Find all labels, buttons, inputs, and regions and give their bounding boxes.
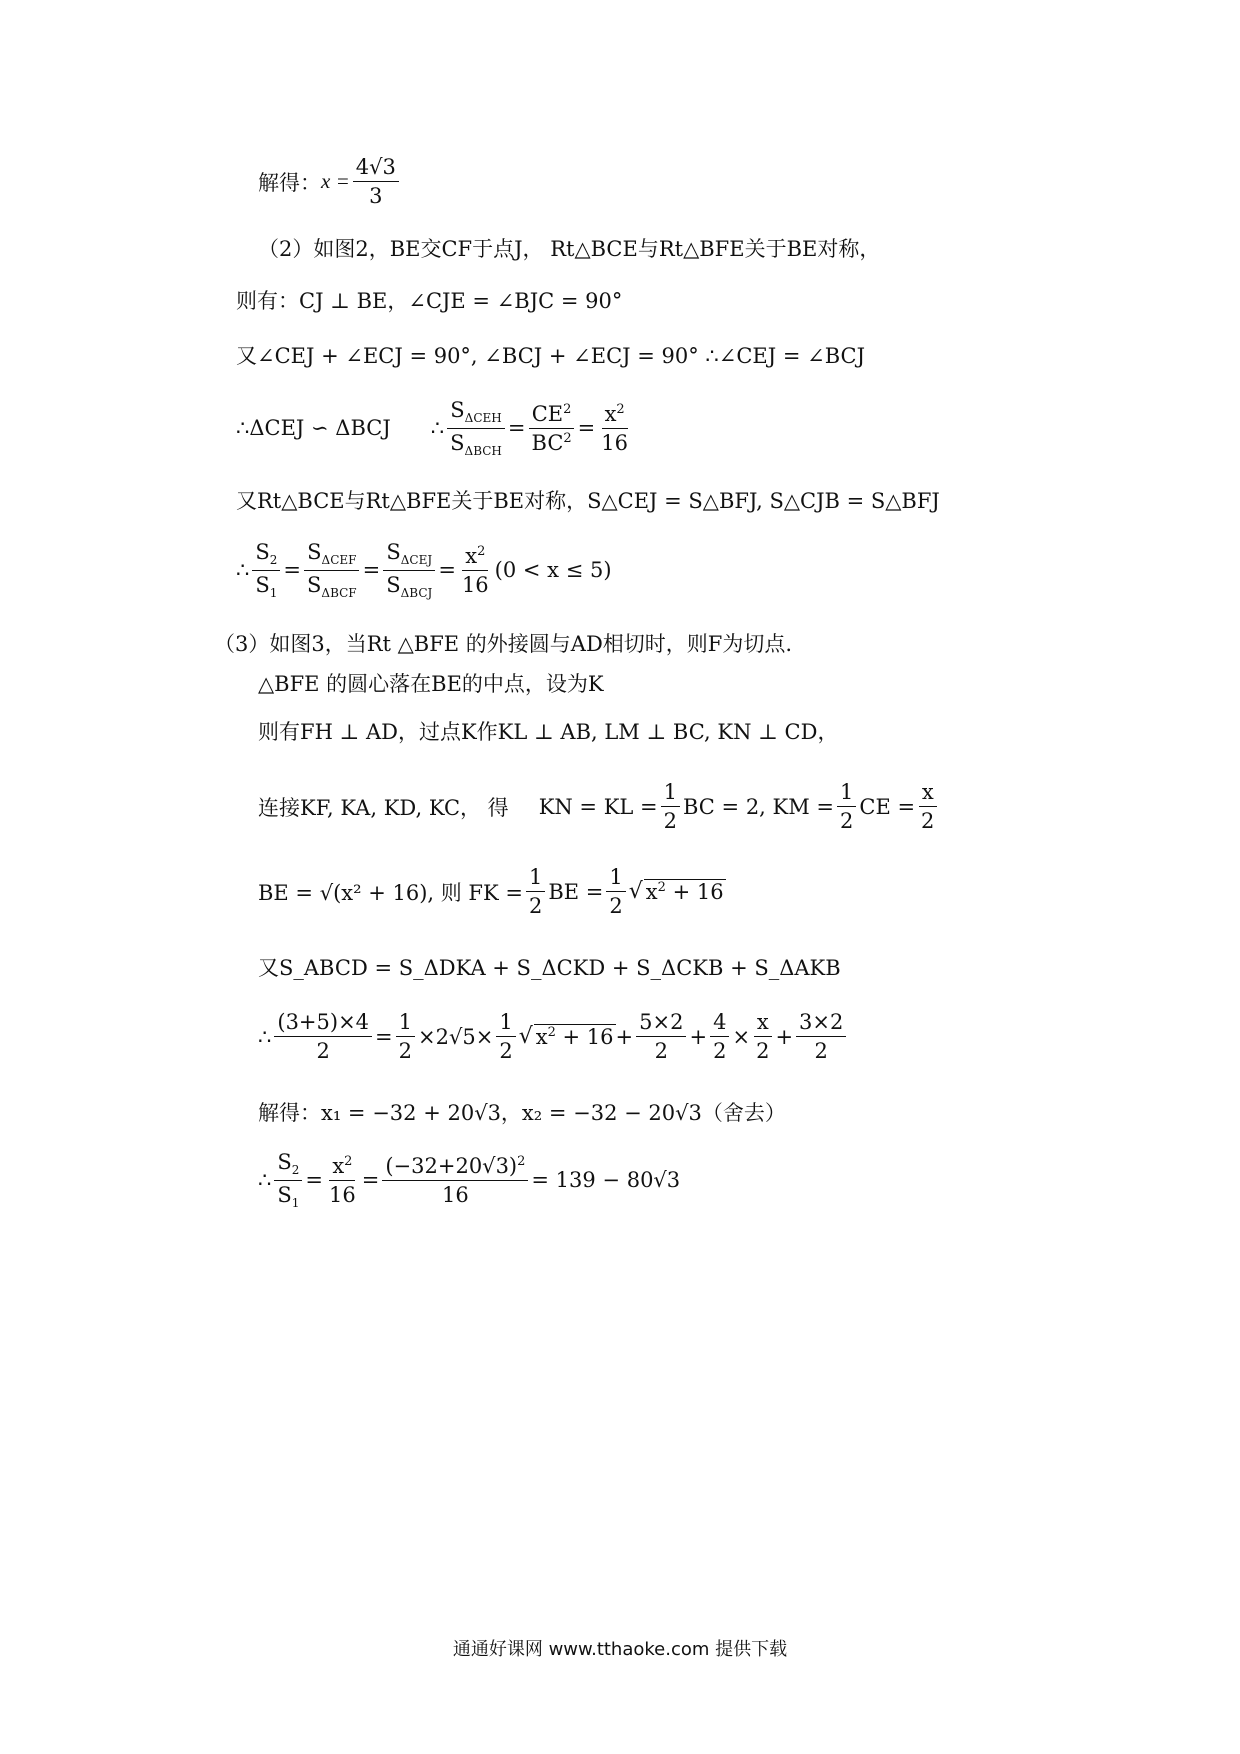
fraction-4root3-over-3: $\frac{4√3}{3}$ <box>353 155 399 208</box>
solution-line-7: ∴ $\frac{S_2}{S_1}$ = $\frac{S_{\Delta CEF}}{S_{\Delta BCF}}$ = $\frac{S_{\Delta CEJ}}{S_{\Delta BCJ}}$ = $\frac{x^2}{16}$ (0 < x ≤ 5) <box>236 540 612 601</box>
domain-condition: (0 < x ≤ 5) <box>494 558 612 583</box>
part3-statement: （3）如图3，当Rt △BFE 的外接圆与AD相切时，则F为切点. <box>214 632 793 656</box>
solution-line-6 <box>236 485 940 515</box>
solution-line-2 <box>258 233 880 263</box>
x-squared-over-16: $\frac{x^2}{16}$ <box>601 401 629 455</box>
therefore-symbol-3: ∴ <box>258 1024 272 1049</box>
part2-statement: （2）如图2，BE交CF于点J， Rt△BCE与Rt△BFE关于BE对称， <box>258 237 881 261</box>
area-sum-statement: 又S_ABCD = S_ΔDKA + S_ΔCKD + S_ΔCKB + S_ΔAKB <box>258 956 841 980</box>
circle-center-statement: △BFE 的圆心落在BE的中点，设为K <box>258 672 604 696</box>
similar-triangles: ∴ΔCEJ ∽ ΔBCJ <box>236 416 391 441</box>
angle-statement: 又∠CEJ + ∠ECJ = 90°, ∠BCJ + ∠ECJ = 90° ∴∠CEJ = ∠BCJ <box>236 344 866 368</box>
solution-line-15 <box>258 1097 786 1127</box>
eq-lhs: x = <box>321 169 350 194</box>
construction-statement: 则有FH ⊥ AD，过点K作KL ⊥ AB, LM ⊥ BC, KN ⊥ CD， <box>258 720 839 744</box>
solution-line-16: ∴ $\frac{S_2}{S_1}$ = $\frac{x^2}{16}$ = $\frac{(-32+20√3)^2}{16}$ = 139 − 80√3 <box>258 1150 681 1211</box>
area-ratio-fraction: $\frac{S_{\Delta CEH}}{S_{\Delta BCH}}$ <box>447 398 505 459</box>
symmetry-area-statement: 又Rt△BCE与Rt△BFE关于BE对称，S△CEJ = S△BFJ, S△CJB = S△BFJ <box>236 489 940 513</box>
connect-statement: 连接KF, KA, KD, KC， 得 <box>258 795 509 820</box>
solve-label: 解得： <box>258 170 321 195</box>
solution-line-9 <box>258 668 604 698</box>
therefore-symbol: ∴ <box>430 416 445 441</box>
solution-line-10 <box>258 716 838 746</box>
solution-line-1 <box>258 155 402 208</box>
side-ratio-fraction: $\frac{CE^2}{BC^2}$ <box>529 402 575 455</box>
solution-line-3 <box>236 285 622 315</box>
solution-line-12: BE = √(x² + 16), 则 FK = $\frac{1}{2}$ BE = $\frac{1}{2}$ √ $x^2 + 16$ <box>258 865 724 919</box>
solution-line-14: ∴ $\frac{(3+5)\times 4}{2}$ = $\frac{1}{2}$ ×2√5× $\frac{1}{2}$ √ $x^2 + 16$ + $\frac{5\times 2}{2}$ + $\frac{4}{2}$ × $\frac{x}{2}$ + $\frac{3\times 2}{2}$ <box>258 1010 849 1063</box>
page-footer: 通通好课网 www.tthaoke.com 提供下载 <box>452 1639 788 1660</box>
solution-line-5: ∴ΔCEJ ∽ ΔBCJ ∴ $\frac{S_{\Delta CEH}}{S_{\Delta BCH}}$ = $\frac{CE^2}{BC^2}$ = $\frac{x^2}{16}$ <box>236 398 634 459</box>
solution-values: 解得：x₁ = −32 + 20√3，x₂ = −32 − 20√3（舍去） <box>258 1101 786 1125</box>
solution-line-8 <box>214 628 792 658</box>
perpendicular-statement: 则有：CJ ⊥ BE，∠CJE = ∠BJC = 90° <box>236 289 623 313</box>
therefore-symbol-4: ∴ <box>258 1168 272 1193</box>
therefore-symbol-2: ∴ <box>236 558 250 583</box>
be-fk-statement: BE = √(x² + 16), 则 FK = <box>258 880 523 905</box>
solution-line-13 <box>258 952 841 982</box>
solution-line-11: 连接KF, KA, KD, KC， 得 KN = KL = $\frac{1}{2}$ BC = 2, KM = $\frac{1}{2}$ CE = $\frac{x}{2}$ <box>258 780 940 833</box>
solution-line-4 <box>236 340 865 370</box>
